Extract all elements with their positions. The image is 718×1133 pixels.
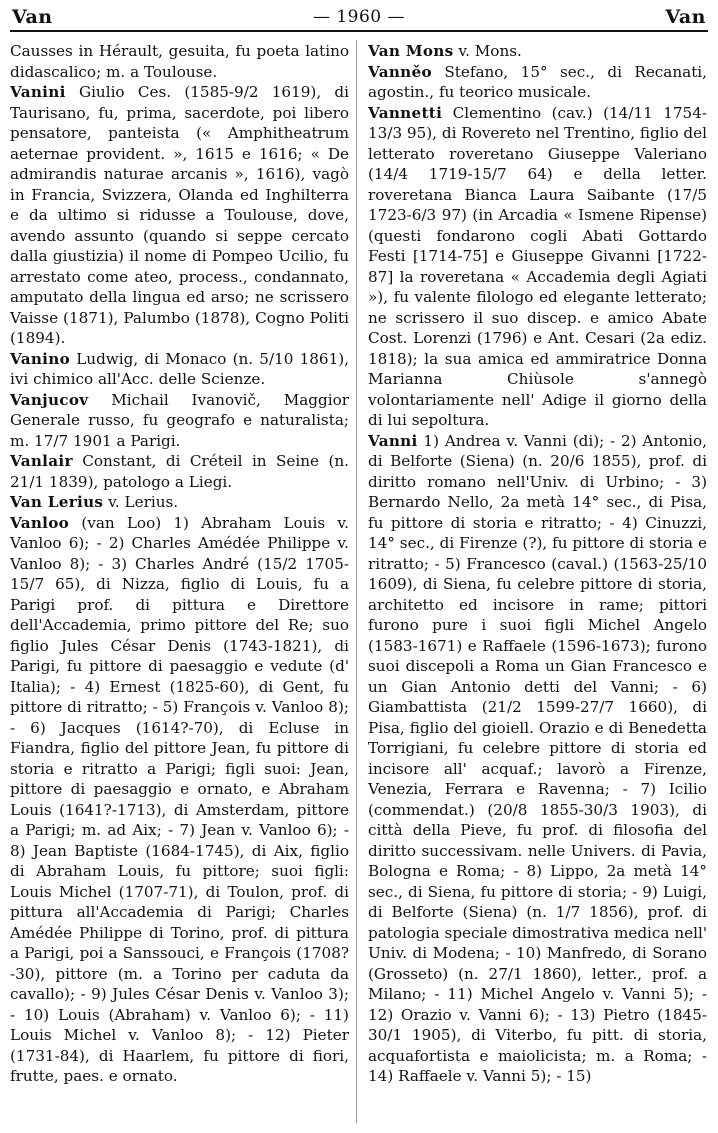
- entry-vannetti: [368, 103, 707, 431]
- entry-lemma: Vanlair: [10, 452, 73, 470]
- entry-van-lerius: [10, 492, 349, 513]
- right-column: [368, 41, 707, 1087]
- entry-text: 1) Andrea v. Vanni (di); - 2) Antonio, di Belforte (Siena) (n. 20/6 1855), prof. di diritto romano nell'Univ. di Urbino; - 3) Bernardo Nello, 2a metà 14° sec., di Pisa, fu pittore di storia e ritratto; - 4) Cinuzzi, 14° sec., di Firenze (?), fu pittore di storia e ritratto; - 5) Francesco (caval.) (1563-25/10 1609), di Siena, fu celebre pittore di storia, architetto ed incisore in rame; pittori furono pure i suoi figli Michel Angelo (1583-1671) e Raffaele (1596-1673); furono suoi discepoli a Roma un Gian Francesco e un Gian Antonio detti del Vanni; - 6) Giambattista (21/2 1599-27/7 1660), di Pisa, figlio del gioiell. Orazio e di Benedetta Torrigiani, fu celebre pittore di storia ed incisore all' acquaf.; lavorò a Firenze, Venezia, Ferrara e Ravenna; - 7) Icilio (commendat.) (20/8 1855-30/3 1903), di città della Pieve, fu prof. di filosofia del diritto successivam. nelle Univers. di Pavia, Bologna e Roma; - 8) Lippo, 2a metà 14° sec., di Siena, fu pittore di storia; - 9) Luigi, di Belforte (Siena) (n. 1/7 1856), prof. di patologia speciale dimostrativa medica nell' Univ. di Modena; - 10) Manfredo, di Sorano (Grosseto) (n. 27/1 1860), letter., prof. a Milano; - 11) Michel Angelo v. Vanni 5); - 12) Orazio v. Vanni 6); - 13) Pietro (1845-30/1 1905), di Viterbo, fu pitt. di storia, acquafortista e maiolicista; m. a Roma; - 14) Raffaele v. Vanni 5); - 15): [368, 431, 708, 1085]
- header-right-guideword: Van: [665, 6, 706, 28]
- entry-van-mons: [368, 41, 707, 62]
- entry-text: Constant, di Créteil in Seine (n. 21/1 1839), patologo a Liegi.: [10, 452, 350, 491]
- entry-text: Causses in Hérault, gesuita, fu poeta latino didascalico; m. a Toulouse.: [10, 42, 349, 81]
- entry-continuation: [10, 41, 349, 82]
- entry-lemma: Vanjucov: [10, 390, 89, 409]
- page-number: — 1960 —: [312, 7, 406, 27]
- entry-text: Stefano, 15° sec., di Recanati, agostin., fu teorico musicale.: [368, 62, 707, 101]
- entry-lemma: Vanni: [368, 431, 418, 450]
- entry-vanloo: [10, 513, 349, 1087]
- entry-lemma: Van Lerius: [10, 493, 104, 511]
- entry-text: Clementino (cav.) (14/11 1754-13/3 95), di Rovereto nel Trentino, figlio del letterato roveretano Giuseppe Valeriano (14/4 1719-15/7 64) e della letter. roveretana Bianca Laura Saibante (17/5 1723-6/3 97) (in Arcadia « Ismene Ripense) (questi fondarono cogli Abati Gottardo Festi [1714-75] e Giuseppe Givanni [1722-87] la roveretana « Accademia degli Agiati »), fu valente filologo ed elegante letterato; ne scrissero il suo discep. e amico Abate Cost. Lorenzi (1796) e Ant. Cesari (2a ediz. 1818); la sua amica ed ammiratrice Donna Marianna Chiùsole s'annegò volontariamente nell' Adige il giorno della di lui sepoltura.: [368, 103, 707, 429]
- entry-vanni: [368, 431, 707, 1087]
- entry-text: (van Loo) 1) Abraham Louis v. Vanloo 6); - 2) Charles Amédée Philippe v. Vanloo 8); - 3) Charles André (15/2 1705-15/7 65), di Nizza, figlio di Louis, fu a Parigi prof. di pittura e Direttore dell'Accademia, primo pittore del Re; suo figlio Jules César Denis (1743-1821), di Parigi, fu pittore di paesaggio e vedute (d' Italia); - 4) Ernest (1825-60), di Gent, fu pittore di ritratto; - 5) François v. Vanloo 8); - 6) Jacques (1614?-70), di Ecluse in Fiandra, figlio del pittore Jean, fu pittore di storia e ritratto a Parigi; figli suoi: Jean, pittore di paesaggio e ornato, e Abraham Louis (1641?-1713), di Amsterdam, pittore a Parigi; m. ad Aix; - 7) Jean v. Vanloo 6); - 8) Jean Baptiste (1684-1745), di Aix, figlio di Abraham Louis, fu pittore; suoi figli: Louis Michel (1707-71), di Toulon, prof. di pittura all'Accademia di Parigi; Charles Amédée Philippe di Torino, prof. di pittura a Parigi, poi a Sanssouci, e François (1708?-30), pittore (m. a Torino per caduta da cavallo); - 9) Jules César Denis v. Vanloo 3); - 10) Louis (Abraham) v. Vanloo 6); - 11) Louis Michel v. Vanloo 8); - 12) Pieter (1731-84), di Haarlem, fu pittore di fiori, frutte, paes. e ornato.: [10, 513, 350, 1085]
- entry-lemma: Vanini: [10, 83, 66, 101]
- left-column: [10, 41, 349, 1087]
- entry-lemma: Vanino: [10, 349, 71, 368]
- entry-lemma: Vanněo: [368, 62, 432, 81]
- entry-vanjucov: [10, 390, 349, 452]
- entry-vanini: [10, 82, 349, 349]
- entry-vanino: [10, 349, 349, 390]
- header-left-guideword: Van: [12, 6, 53, 28]
- entry-lemma: Vanloo: [10, 513, 70, 532]
- entry-text: Michail Ivanovič, Maggior Generale russo, fu geografo e naturalista; m. 17/7 1901 a Parigi.: [10, 390, 350, 450]
- entry-vanneo: [368, 62, 707, 103]
- entry-text: v. Lerius.: [108, 493, 179, 511]
- entry-text: Giulio Ces. (1585-9/2 1619), di Taurisano, fu, prima, sacerdote, poi libero pensatore, panteista (« Amphitheatrum aeternae provident. », 1615 e 1616; « De admirandis naturae arcanis », 1616), vagò in Francia, Svizzera, Olanda ed Inghilterra e da ultimo si ridusse a Toulouse, dove, avendo assunto (quando si seppe cercato dalla giustizia) il nome di Pompeo Ucilio, fu arrestato come ateo, process., condannato, amputato della lingua ed arso; ne scrissero Vaisse (1871), Palumbo (1878), Cogno Politi (1894).: [10, 83, 350, 347]
- column-divider: [356, 40, 357, 1123]
- entry-vanlair: [10, 451, 349, 492]
- entry-text: Ludwig, di Monaco (n. 5/10 1861), ivi chimico all'Acc. delle Scienze.: [10, 349, 350, 388]
- entry-lemma: Vannetti: [368, 103, 443, 122]
- entry-text: v. Mons.: [458, 42, 522, 60]
- entry-lemma: Van Mons: [368, 42, 454, 60]
- running-header: [10, 4, 708, 32]
